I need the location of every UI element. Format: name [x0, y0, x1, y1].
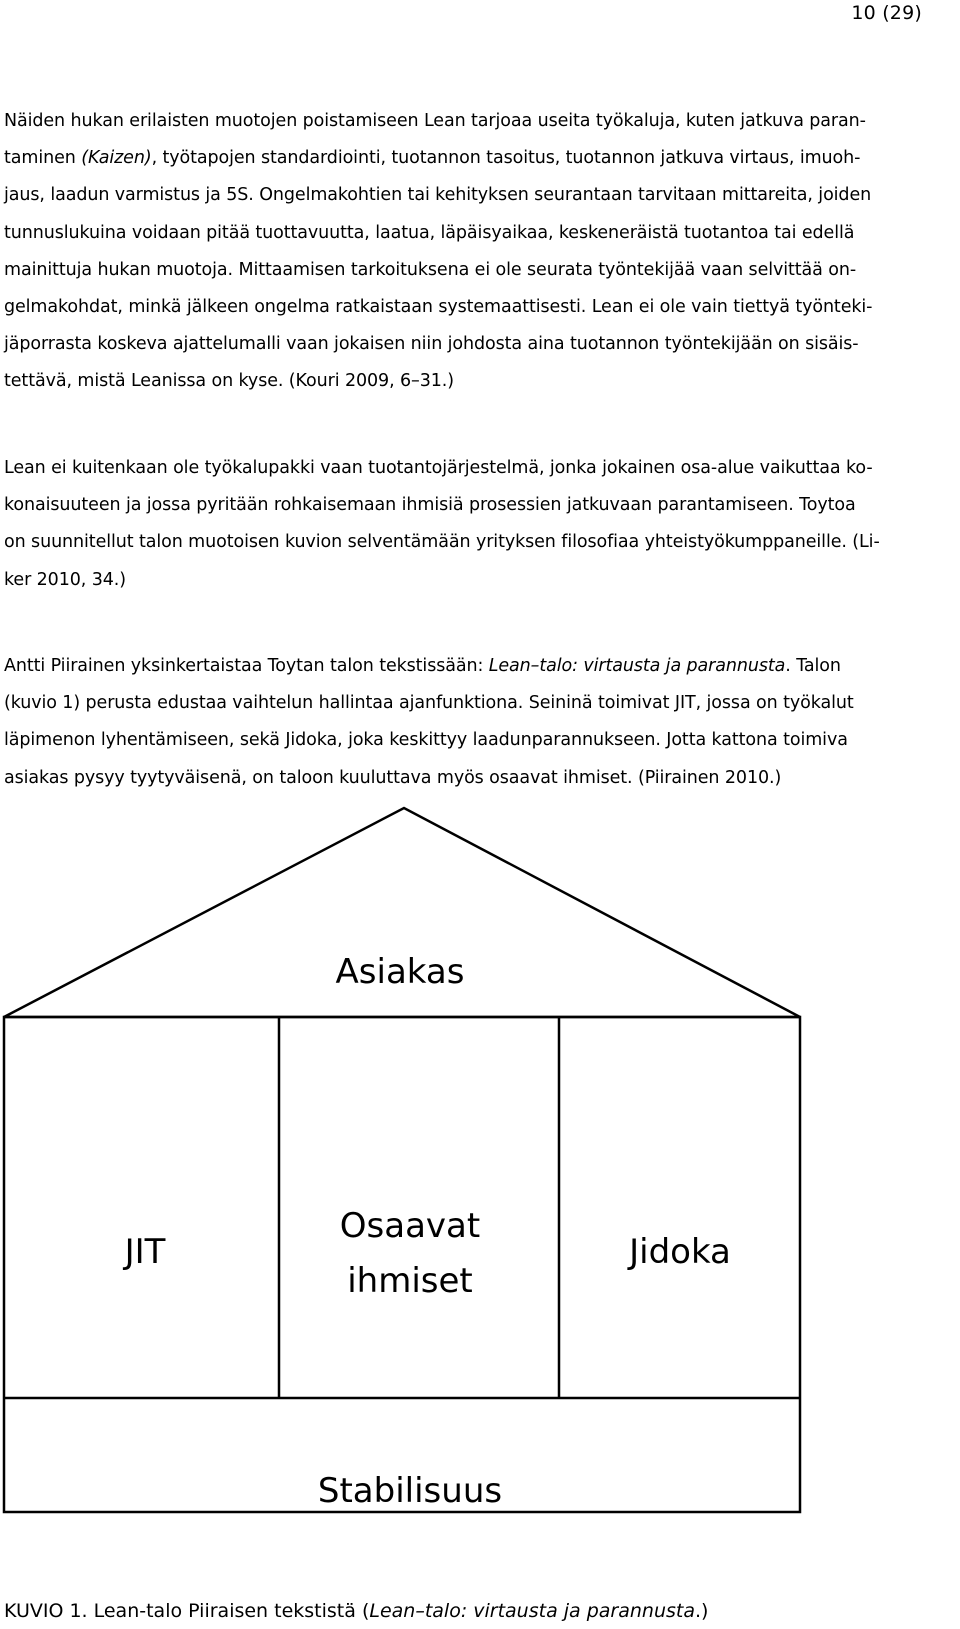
caption-source-title: Lean–talo: virtausta ja parannusta: [369, 1600, 695, 1622]
text-line: jaus, laadun varmistus ja 5S. Ongelmakohtien tai kehityksen seurantaan tarvitaan mittareita, joiden: [4, 185, 872, 206]
lean-house-diagram: [0, 805, 960, 1595]
figure-caption: KUVIO 1. Lean-talo Piiraisen tekstistä (Lean–talo: virtausta ja parannusta.): [4, 1600, 709, 1622]
kaizen-term: (Kaizen): [81, 148, 152, 169]
text-line: taminen (Kaizen), työtapojen standardiointi, tuotannon tasoitus, tuotannon jatkuva virtaus, imuoh-: [4, 148, 861, 169]
page-number: 10 (29): [851, 2, 922, 24]
text-line: mainittuja hukan muotoja. Mittaamisen tarkoituksena ei ole seurata työntekijää vaan selvittää on-: [4, 259, 857, 280]
source-title: Lean–talo: virtausta ja parannusta: [488, 656, 786, 676]
paragraph-lean-house: [4, 648, 940, 797]
text-line: (kuvio 1) perusta edustaa vaihtelun hallintaa ajanfunktiona. Seininä toimivat JIT, jossa on työkalut: [4, 693, 854, 714]
pillar-label-jidoka: Jidoka: [629, 1232, 731, 1272]
pillar-label-people-line2: ihmiset: [347, 1261, 473, 1301]
text-line: Antti Piirainen yksinkertaistaa Toytan talon tekstissään: Lean–talo: virtausta ja parannusta. Talon: [4, 656, 841, 676]
text-line: Näiden hukan erilaisten muotojen poistamiseen Lean tarjoaa useita työkaluja, kuten jatkuva paran-: [4, 111, 866, 131]
pillar-label-jit: JIT: [124, 1232, 166, 1272]
paragraph-production-system: [4, 450, 940, 599]
pillar-label-people-line1: Osaavat: [339, 1206, 481, 1246]
text-line: gelmakohdat, minkä jälkeen ongelma ratkaistaan systemaattisesti. Lean ei ole vain tiettyä työnteki-: [4, 297, 873, 318]
paragraph-lean-tools: [4, 103, 940, 401]
text-line: konaisuuteen ja jossa pyritään rohkaisemaan ihmisiä prosessien jatkuvaan parantamiseen. Toytoa: [4, 495, 856, 516]
text-line: läpimenon lyhentämiseen, sekä Jidoka, joka keskittyy laadunparannukseen. Jotta kattona toimiva: [4, 730, 848, 751]
foundation-label: Stabilisuus: [317, 1471, 503, 1511]
text-line: tettävä, mistä Leanissa on kyse. (Kouri 2009, 6–31.): [4, 371, 454, 392]
roof-label: Asiakas: [335, 952, 465, 992]
text-line: Lean ei kuitenkaan ole työkalupakki vaan tuotantojärjestelmä, jonka jokainen osa-alue vaikuttaa ko-: [4, 458, 873, 478]
text-line: tunnuslukuina voidaan pitää tuottavuutta, laatua, läpäisyaikaa, keskeneräistä tuotantoa tai edellä: [4, 222, 855, 243]
text-line: jäporrasta koskeva ajattelumalli vaan jokaisen niin johdosta aina tuotannon työntekijään on sisäis-: [4, 334, 859, 355]
text-line: asiakas pysyy tyytyväisenä, on taloon kuuluttava myös osaavat ihmiset. (Piirainen 2010.): [4, 767, 782, 788]
text-line: on suunnitellut talon muotoisen kuvion selventämään yrityksen filosofiaa yhteistyökumppaneille. (Li-: [4, 532, 880, 553]
text-line: ker 2010, 34.): [4, 569, 126, 590]
